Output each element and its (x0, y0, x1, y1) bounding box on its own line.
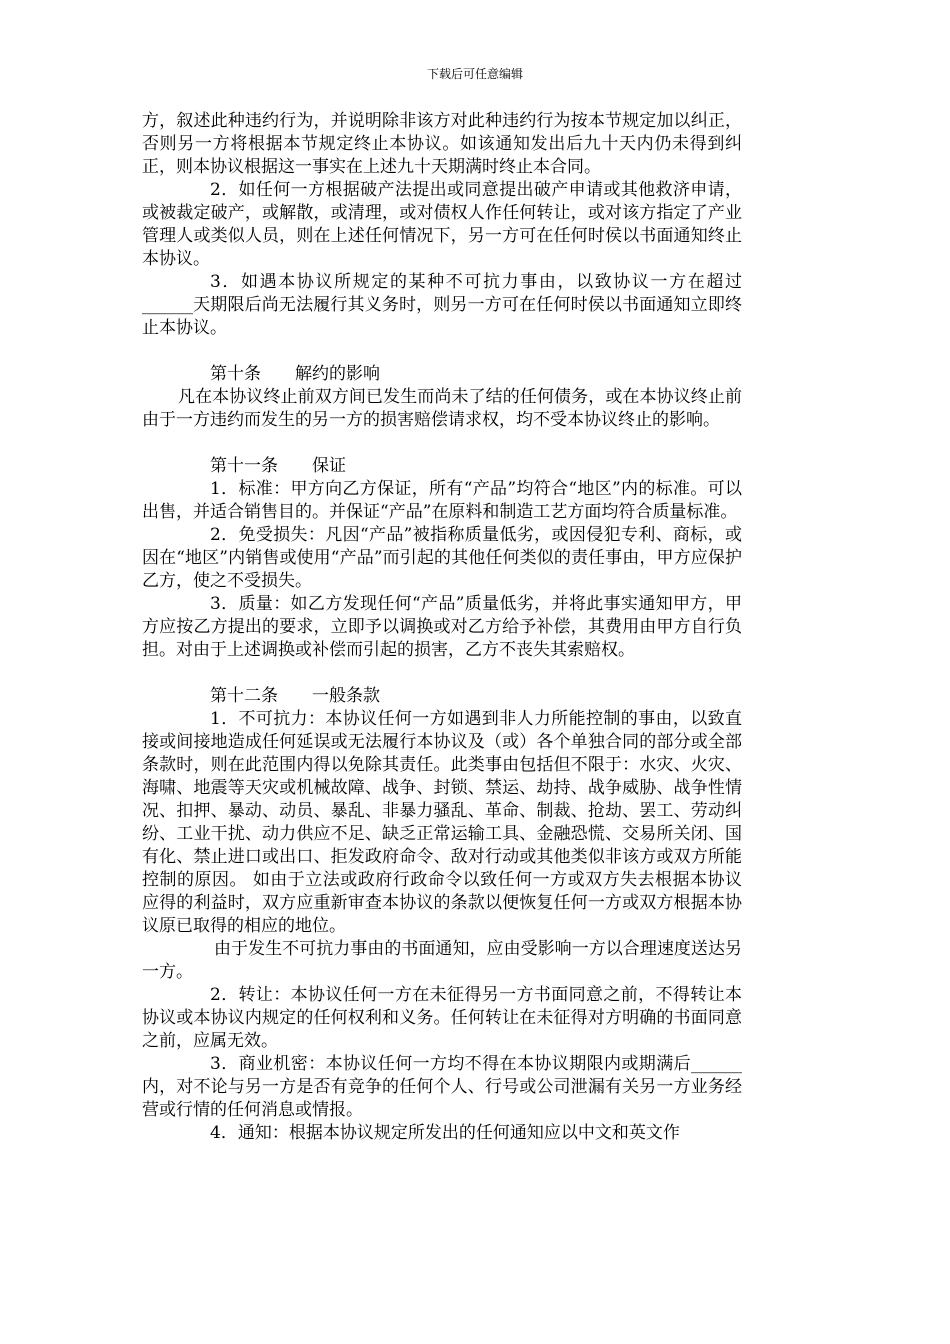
paragraph: 由于发生不可抗力事由的书面通知，应由受影响一方以合理速度送达另一方。 (142, 939, 742, 982)
spacer (142, 432, 742, 455)
section-heading-11 (142, 455, 742, 478)
page-header: 下载后可任意编辑 (426, 67, 523, 81)
document-body (142, 110, 742, 1145)
paragraph: 3．商业机密：本协议任何一方均不得在本协议期限内或期满后______内，对不论与另一方是否有竞争的任何个人、行号或公司泄漏有关另一方业务经营或行情的任何消息或情报。 (142, 1054, 742, 1120)
paragraph: 4．通知：根据本协议规定所发出的任何通知应以中文和英文作 (210, 1123, 680, 1143)
paragraph: 3．如遇本协议所规定的某种不可抗力事由，以致协议一方在超过______天期限后尚无法履行其义务时，则另一方可在任何时侯以书面通知立即终止本协议。 (142, 272, 742, 338)
paragraph: 1．不可抗力：本协议任何一方如遇到非人力所能控制的事由，以致直接或间接地造成任何延误或无法履行本协议及（或）各个单独合同的部分或全部条款时，则在此范围内得以免除其责任。此类事由包括但不限于：水灾、火灾、海啸、地震等天灾或机械故障、战争、封锁、禁运、劫持、战争威胁、战争性情况、扣押、暴动、动员、暴乱、非暴力骚乱、革命、制裁、抢劫、罢工、劳动纠纷、工业干扰、动力供应不足、缺乏正常运输工具、金融恐慌、交易所关闭、国有化、禁止进口或出口、拒发政府命令、敌对行动或其他类似非该方或双方所能控制的原因。 如由于立法或政府行政命令以致任何一方或双方失去根据本协议应得的利益时，双方应重新审查本协议的条款以便恢复任何一方或双方根据本协议原已取得的相应的地位。 (142, 709, 742, 936)
paragraph: 3．质量：如乙方发现任何“产品”质量低劣，并将此事实通知甲方，甲方应按乙方提出的要求，立即予以调换或对乙方给予补偿，其费用由甲方自行负担。对由于上述调换或补偿而引起的损害，乙方不丧失其索赔权。 (142, 594, 742, 660)
paragraph: 凡在本协议终止前双方间已发生而尚未了结的任何债务，或在本协议终止前由于一方违约而发生的另一方的损害赔偿请求权，均不受本协议终止的影响。 (142, 387, 742, 430)
section-number: 第十一条 (210, 456, 278, 476)
section-title: 保证 (312, 456, 346, 476)
paragraph: 2．免受损失：凡因“产品”被指称质量低劣，或因侵犯专利、商标，或因在“地区”内销售或使用“产品”而引起的其他任何类似的责任事由，甲方应保护乙方，使之不受损失。 (142, 525, 742, 591)
section-number: 第十二条 (210, 686, 278, 706)
paragraph: 2．如任何一方根据破产法提出或同意提出破产申请或其他救济申请，或被裁定破产，或解散，或清理，或对债权人作任何转让，或对该方指定了产业管理人或类似人员，则在上述任何情况下，另一方可在任何时侯以书面通知终止本协议。 (142, 180, 742, 269)
section-title: 一般条款 (312, 686, 380, 706)
section-heading-10 (142, 363, 742, 386)
paragraph: 方，叙述此种违约行为，并说明除非该方对此种违约行为按本节规定加以纠正，否则另一方将根据本节规定终止本协议。如该通知发出后九十天内仍未得到纠正，则本协议根据这一事实在上述九十天期满时终止本合同。 (142, 111, 742, 177)
spacer (142, 662, 742, 685)
spacer (142, 340, 742, 363)
section-title: 解约的影响 (295, 364, 380, 384)
section-number: 第十条 (210, 364, 261, 384)
section-heading-12 (142, 685, 742, 708)
paragraph: 1．标准：甲方向乙方保证，所有“产品”均符合“地区”内的标准。可以出售，并适合销售目的。并保证“产品”在原料和制造工艺方面均符合质量标准。 (142, 479, 742, 522)
paragraph: 2．转让：本协议任何一方在未征得另一方书面同意之前，不得转让本协议或本协议内规定的任何权利和义务。任何转让在未征得对方明确的书面同意之前，应属无效。 (142, 985, 742, 1051)
